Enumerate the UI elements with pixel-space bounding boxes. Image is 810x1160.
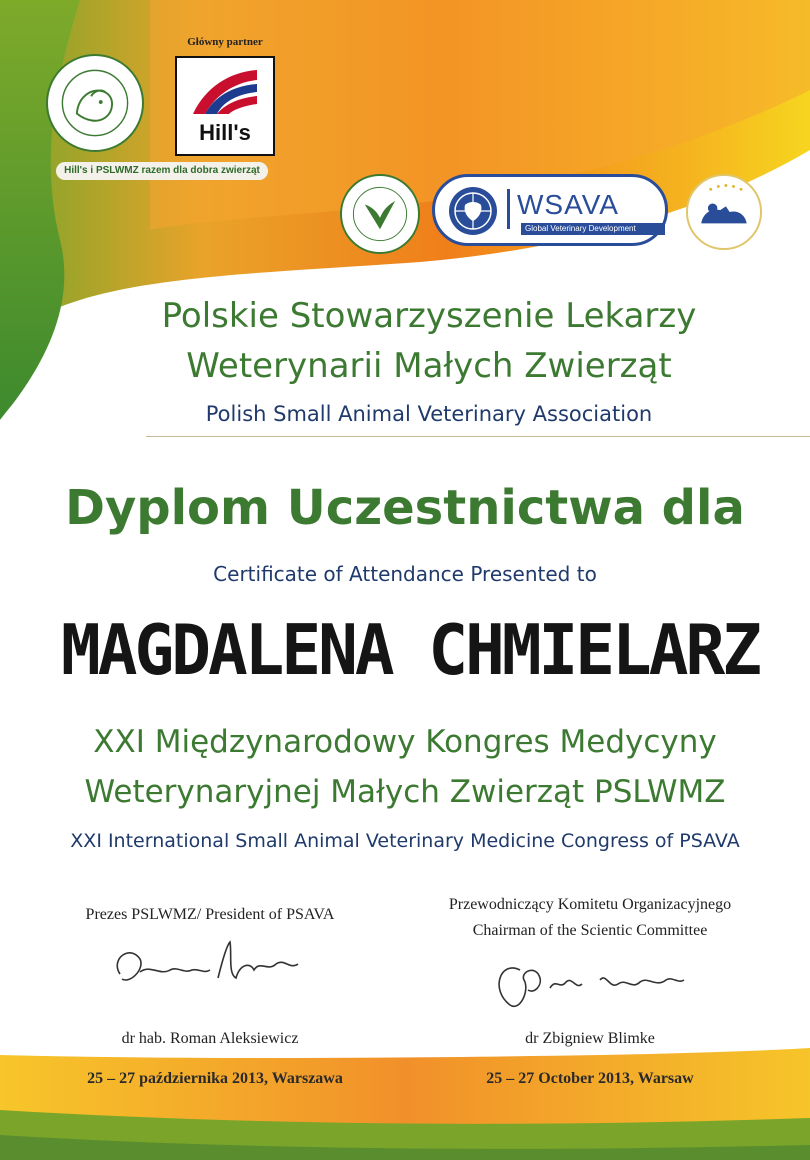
certificate-title-pl: Dyplom Uczestnictwa dla (65, 480, 745, 536)
hills-stripes-icon (191, 66, 259, 118)
fecava-logo (686, 174, 762, 250)
event-date-en: 25 – 27 October 2013, Warsaw (486, 1070, 694, 1087)
congress-name-en: XXI International Small Animal Veterinary Medicine Congress of PSAVA (70, 830, 740, 852)
president-name: dr hab. Roman Aleksiewicz (121, 1030, 299, 1047)
congress-name-pl-line1: XXI Międzynarodowy Kongres Medycyny (93, 724, 717, 760)
president-signature (100, 934, 310, 1004)
chairman-role-line1: Przewodniczący Komitetu Organizacyjnego (448, 896, 732, 913)
wsava-logo (432, 174, 668, 246)
klw-emblem-icon (342, 174, 418, 254)
event-date-pl: 25 – 27 października 2013, Warszawa (87, 1070, 343, 1087)
partner-label: Główny partner (187, 36, 263, 48)
chairman-name: dr Zbigniew Blimke (525, 1030, 655, 1047)
pslwmz-logo (46, 54, 144, 152)
president-role: Prezes PSLWMZ/ President of PSAVA (85, 906, 335, 923)
wsava-title: WSAVA (517, 189, 619, 220)
pslwmz-emblem-icon (48, 54, 142, 152)
header-divider (146, 436, 810, 437)
partner-slogan: Hill's i PSLWMZ razem dla dobra zwierząt (56, 162, 268, 180)
globe-icon (447, 185, 499, 237)
org-name-en: Polish Small Animal Veterinary Association (205, 402, 653, 426)
wsava-divider (507, 189, 510, 229)
fecava-animals-icon (688, 174, 760, 250)
chairman-role-line2: Chairman of the Scientic Committee (472, 922, 708, 939)
org-name-pl-line2: Weterynarii Małych Zwierząt (186, 346, 672, 386)
klw-logo (340, 174, 420, 254)
congress-name-pl-line2: Weterynaryjnej Małych Zwierząt PSLWMZ (84, 774, 726, 810)
hills-logo (175, 56, 275, 156)
chairman-signature (480, 950, 700, 1020)
wsava-subtitle: Global Veterinary Development (521, 223, 665, 235)
certificate-title-en: Certificate of Attendance Presented to (213, 562, 597, 586)
org-name-pl-line1: Polskie Stowarzyszenie Lekarzy (161, 296, 697, 336)
hills-brand: Hill's (199, 120, 251, 145)
recipient-name: MAGDALENA CHMIELARZ (61, 610, 759, 691)
